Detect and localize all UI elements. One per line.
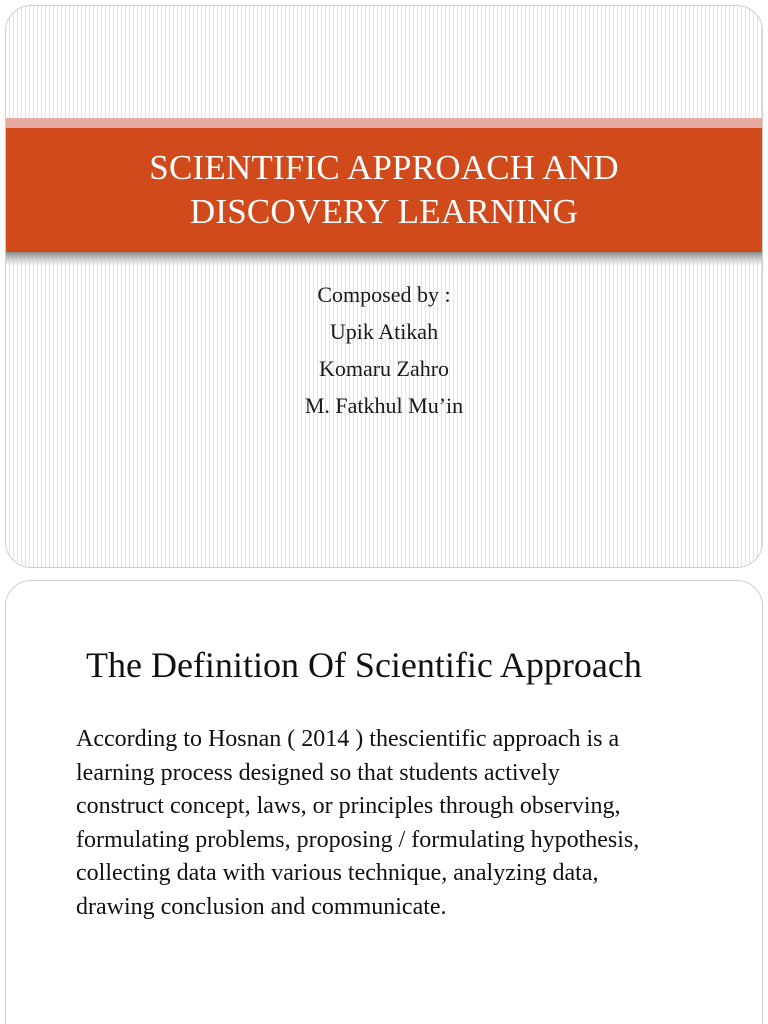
author-name: M. Fatkhul Mu’in bbox=[304, 393, 464, 418]
body-line: construct concept, laws, or principles through observing, bbox=[76, 793, 621, 819]
body-line: learning process designed so that students actively bbox=[76, 759, 560, 786]
title-band-shadow bbox=[6, 252, 762, 266]
body-line: formulating problems, proposing / formulating hypothesis, bbox=[76, 826, 640, 853]
slide-title-line-1: SCIENTIFIC APPROACH AND bbox=[149, 148, 619, 187]
title-slide bbox=[5, 5, 763, 568]
author-name: Upik Atikah bbox=[329, 319, 439, 344]
body-line: drawing conclusion and communicate. bbox=[76, 893, 447, 920]
body-line: According to Hosnan ( 2014 ) thescientific approach is a bbox=[76, 726, 620, 752]
authors-block bbox=[6, 276, 762, 424]
definition-body bbox=[76, 723, 756, 924]
definition-slide bbox=[5, 580, 763, 1024]
title-accent-stripe bbox=[6, 118, 762, 128]
composed-by-label: Composed by : bbox=[317, 282, 451, 307]
body-line: collecting data with various technique, analyzing data, bbox=[76, 860, 599, 886]
author-name: Komaru Zahro bbox=[318, 356, 450, 381]
definition-heading: The Definition Of Scientific Approach bbox=[86, 645, 642, 685]
slide-title-line-2: DISCOVERY LEARNING bbox=[189, 192, 579, 231]
title-band bbox=[6, 128, 762, 252]
